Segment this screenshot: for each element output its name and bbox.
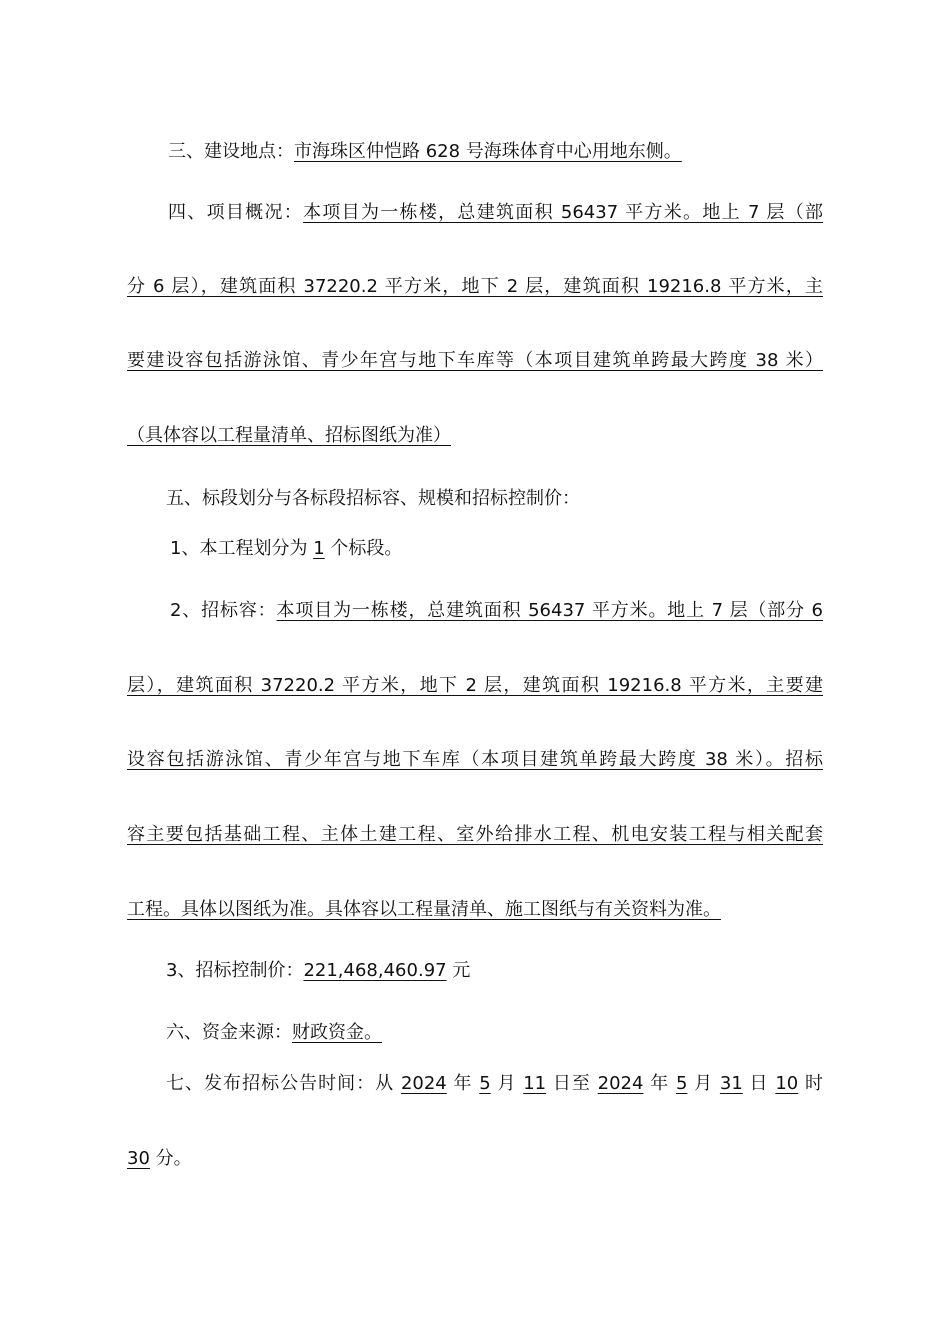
section-4-overview-line-3: 要建设容包括游泳馆、青少年宫与地下车库等（本项目建筑单跨最大跨度 38 米） bbox=[127, 350, 823, 371]
text-day-2: 日 bbox=[742, 1073, 776, 1094]
text-month-2: 月 bbox=[687, 1073, 720, 1094]
item-2-scope-line-3: 设容包括游泳馆、青少年宫与地下车库（本项目建筑单跨最大跨度 38 米）。招标 bbox=[127, 749, 823, 770]
section-5-heading: 五、标段划分与各标段招标容、规模和招标控制价： bbox=[166, 488, 580, 509]
end-day: 31 bbox=[719, 1073, 743, 1094]
section-7-publish-time-line-2 bbox=[127, 1147, 192, 1171]
text-year-1: 年 bbox=[446, 1073, 480, 1094]
item-2-label: 2、招标容： bbox=[170, 600, 277, 621]
text-day-to: 日至 bbox=[546, 1073, 598, 1094]
section-3-value: 市海珠区仲恺路 628 号海珠体育中心用地东侧。 bbox=[294, 141, 682, 162]
text-hour: 时 bbox=[798, 1073, 823, 1094]
item-2-scope-line-4: 容主要包括基础工程、主体土建工程、室外给排水工程、机电安装工程与相关配套 bbox=[127, 824, 823, 845]
item-2-scope-line-2: 层），建筑面积 37220.2 平方米，地下 2 层，建筑面积 19216.8 平方米，主要建 bbox=[127, 675, 823, 696]
text-minute: 分。 bbox=[149, 1148, 192, 1169]
section-7-publish-time-line-1 bbox=[166, 1072, 823, 1096]
section-6-funding bbox=[166, 1021, 382, 1045]
end-minute: 30 bbox=[127, 1148, 150, 1169]
section-7-label: 七、发布招标公告时间：从 bbox=[166, 1073, 401, 1094]
section-3-label: 三、建设地点： bbox=[168, 141, 294, 162]
end-month: 5 bbox=[675, 1073, 688, 1094]
item-3-label: 3、招标控制价： bbox=[166, 960, 304, 981]
item-1-pre: 1、本工程划分为 bbox=[170, 538, 314, 559]
start-day: 11 bbox=[523, 1073, 547, 1094]
item-3-value: 221,468,460.97 bbox=[303, 960, 447, 981]
end-year: 2024 bbox=[597, 1073, 644, 1094]
text-year-2: 年 bbox=[643, 1073, 676, 1094]
section-3-location bbox=[168, 140, 682, 164]
text-month-1: 月 bbox=[490, 1073, 524, 1094]
start-month: 5 bbox=[479, 1073, 491, 1094]
section-4-overview-line-4: （具体容以工程量清单、招标图纸为准） bbox=[127, 425, 451, 446]
item-3-control-price bbox=[166, 959, 470, 983]
end-hour: 10 bbox=[775, 1073, 799, 1094]
item-2-scope-line-5: 工程。具体以图纸为准。具体容以工程量清单、施工图纸与有关资料为准。 bbox=[127, 899, 721, 920]
item-3-unit: 元 bbox=[446, 960, 471, 981]
section-4-overview-line-2: 分 6 层），建筑面积 37220.2 平方米，地下 2 层，建筑面积 19216.8 平方米，主 bbox=[127, 276, 823, 297]
item-1-post: 个标段。 bbox=[324, 538, 403, 559]
item-1-count: 1 bbox=[313, 538, 325, 559]
section-4-text-1: 本项目为一栋楼，总建筑面积 56437 平方米。地上 7 层（部 bbox=[303, 202, 823, 223]
section-6-label: 六、资金来源： bbox=[166, 1022, 292, 1043]
item-2-text-1: 本项目为一栋楼，总建筑面积 56437 平方米。地上 7 层（部分 6 bbox=[276, 600, 823, 621]
section-6-value: 财政资金。 bbox=[292, 1022, 382, 1043]
item-2-scope-line-1 bbox=[170, 599, 823, 623]
section-4-overview-line-1 bbox=[168, 201, 823, 225]
start-year: 2024 bbox=[400, 1073, 447, 1094]
item-1-lots bbox=[170, 537, 402, 561]
section-4-label: 四、项目概况： bbox=[168, 202, 304, 223]
